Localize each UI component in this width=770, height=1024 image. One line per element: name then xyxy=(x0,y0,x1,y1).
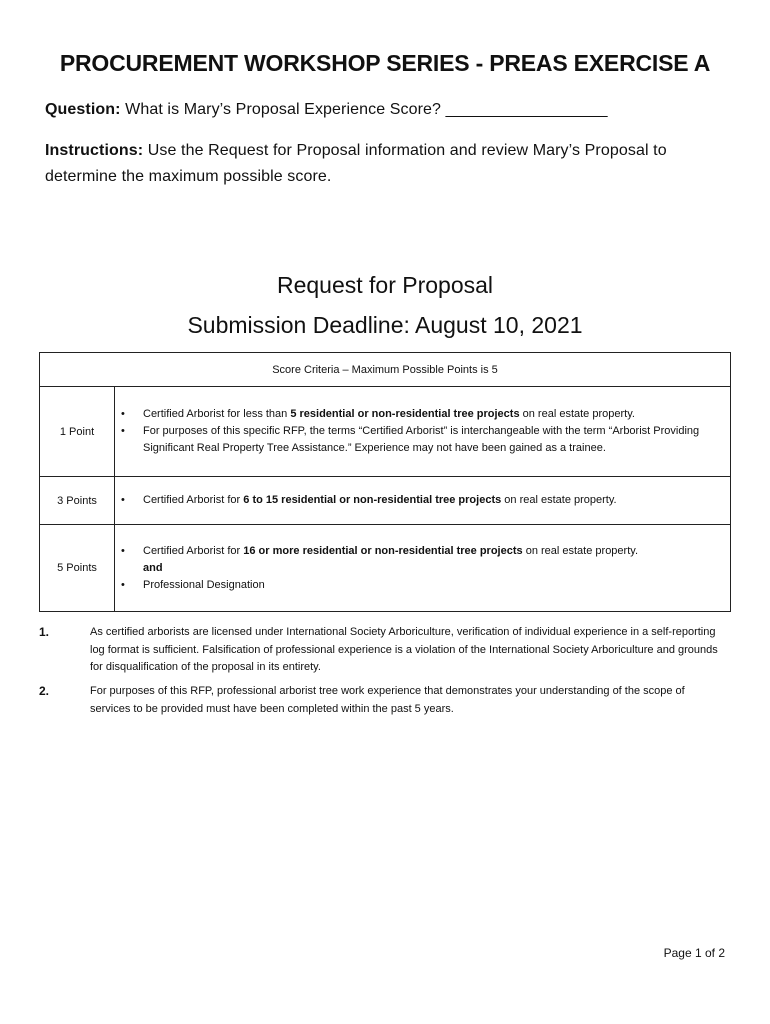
points-cell: 5 Points xyxy=(40,525,115,612)
list-item xyxy=(121,577,720,594)
bullet-icon: • xyxy=(121,425,125,437)
bullet-icon: • xyxy=(121,544,125,557)
footnote-number: 2. xyxy=(39,684,50,698)
criteria-text: on real estate property. xyxy=(519,408,635,420)
bullet-icon: • xyxy=(121,408,125,420)
instructions-paragraph xyxy=(45,138,735,190)
criteria-list xyxy=(115,406,720,457)
list-item xyxy=(121,543,720,560)
table-header-row xyxy=(40,353,731,387)
question-text: What is Mary’s Proposal Experience Score? __________________ xyxy=(120,101,608,118)
question-label: Question: xyxy=(45,101,121,118)
criteria-cell xyxy=(115,477,731,525)
page-number: Page 1 of 2 xyxy=(663,946,725,960)
list-item xyxy=(121,492,720,509)
criteria-text: For purposes of this specific RFP, the terms “Certified Arborist” is interchangeable with the term “Arborist Providing Significant Real Property Tree Assistance.” Experience may not have been gained as a trainee. xyxy=(143,425,700,454)
bullet-icon: • xyxy=(121,578,125,591)
and-connector: and xyxy=(143,561,163,574)
criteria-text: Certified Arborist for less than xyxy=(143,408,291,420)
footnote-text: For purposes of this RFP, professional arborist tree work experience that demonstrates your understanding of the scope of services to be provided must have been completed within the past 5 years. xyxy=(90,685,685,715)
criteria-text: Professional Designation xyxy=(143,578,265,591)
criteria-emphasis: 6 to 15 residential or non-residential tree projects xyxy=(243,494,502,506)
rfp-title: Request for Proposal xyxy=(276,272,494,298)
points-cell: 3 Points xyxy=(40,477,115,525)
score-criteria-table xyxy=(39,352,731,612)
instructions-label: Instructions: xyxy=(45,142,144,159)
page-title: PROCUREMENT WORKSHOP SERIES - PREAS EXERCISE A xyxy=(59,50,711,76)
table-row xyxy=(40,525,731,612)
table-row xyxy=(40,477,731,525)
criteria-emphasis: 16 or more residential or non-residential tree projects xyxy=(243,544,523,557)
instructions-text: Use the Request for Proposal information and review Mary’s Proposal to determine the maximum possible score. xyxy=(45,142,667,185)
table-header-cell: Score Criteria – Maximum Possible Points is 5 xyxy=(40,353,731,387)
list-item xyxy=(121,406,720,423)
bullet-icon: • xyxy=(121,494,125,506)
criteria-text: on real estate property. xyxy=(522,544,639,557)
criteria-cell xyxy=(115,525,731,612)
criteria-text: Certified Arborist for xyxy=(143,544,244,557)
footnote-number: 1. xyxy=(39,625,50,639)
footnote-text: As certified arborists are licensed under International Society Arboriculture, verification of individual experience in a self-reporting log format is sufficient. Falsification of professional experience is a violation of the International Society Arboriculture and grounds for disqualification of the proposal in its entirety. xyxy=(90,626,718,673)
footnote xyxy=(39,683,719,718)
criteria-list xyxy=(115,543,720,560)
table-row xyxy=(40,387,731,477)
criteria-list xyxy=(115,577,720,594)
question-line xyxy=(45,101,608,119)
criteria-list xyxy=(115,492,720,509)
criteria-text: on real estate property. xyxy=(501,494,617,506)
criteria-cell xyxy=(115,387,731,477)
footnote xyxy=(39,624,719,677)
list-item xyxy=(121,423,720,457)
criteria-emphasis: 5 residential or non-residential tree projects xyxy=(290,408,520,420)
points-cell: 1 Point xyxy=(40,387,115,477)
criteria-text: Certified Arborist for xyxy=(143,494,244,506)
rfp-deadline: Submission Deadline: August 10, 2021 xyxy=(187,312,583,338)
